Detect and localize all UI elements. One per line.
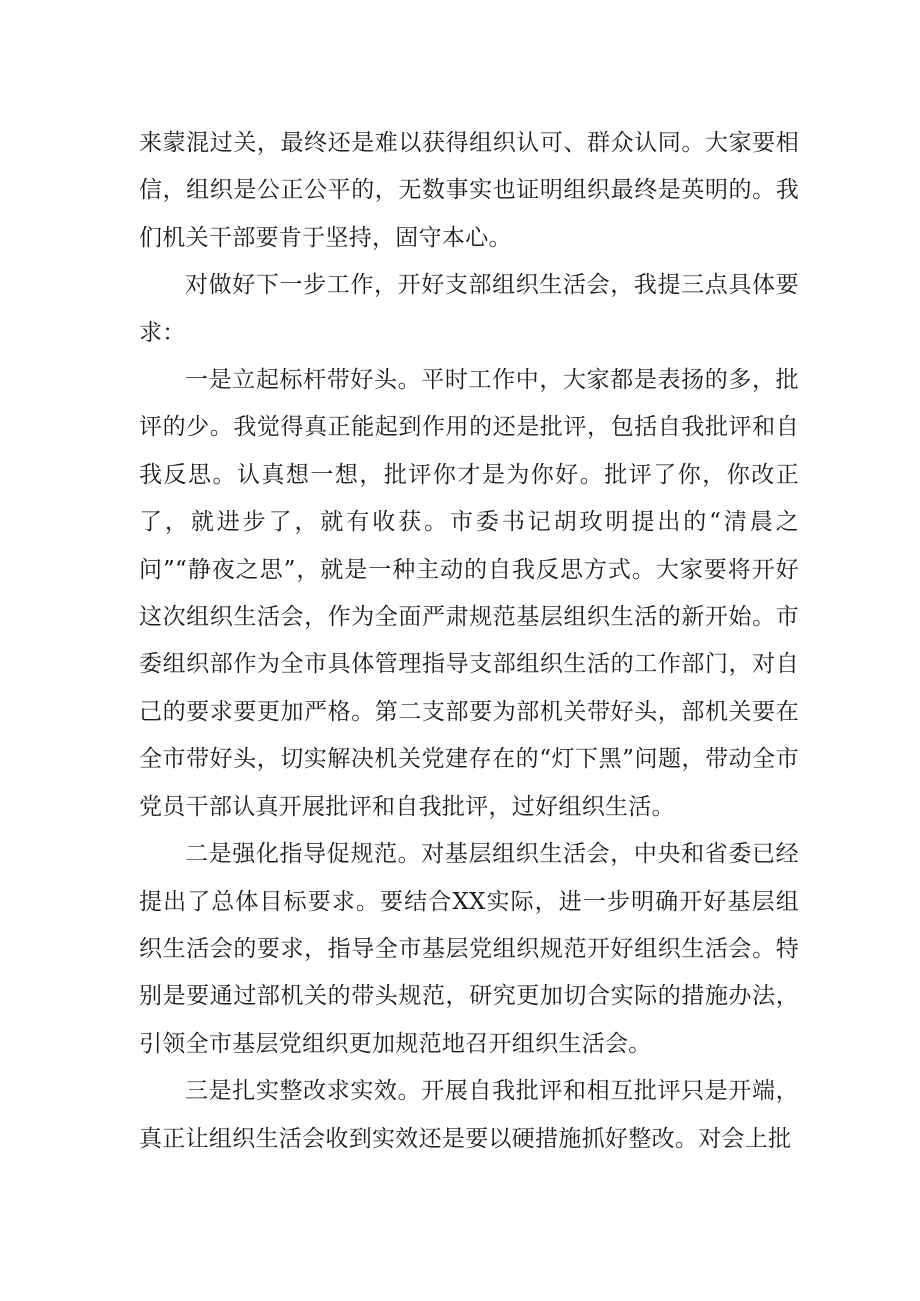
paragraph-continuation: 来蒙混过关，最终还是难以获得组织认可、群众认同。大家要相信，组织是公正公平的，无数事实也证明组织最终是英明的。我们机关干部要肯于坚持，固守本心。	[139, 130, 799, 251]
paragraph-point-three: 三是扎实整改求实效。开展自我批评和相互批评只是开端，真正让组织生活会收到实效还是要以硬措施抓好整改。对会上批	[139, 1078, 799, 1152]
paragraph-point-two: 二是强化指导促规范。对基层组织生活会，中央和省委已经提出了总体目标要求。要结合XX实际，进一步明确开好基层组织生活会的要求，指导全市基层党组织规范开好组织生活会。特别是要通过部机关的带头规范，研究更加切合实际的措施办法，引领全市基层党组织更加规范地召开组织生活会。	[139, 841, 799, 1057]
paragraph-requirements-intro: 对做好下一步工作，开好支部组织生活会，我提三点具体要求：	[139, 272, 799, 346]
paragraph-point-one: 一是立起标杆带好头。平时工作中，大家都是表扬的多，批评的少。我觉得真正能起到作用的还是批评，包括自我批评和自我反思。认真想一想，批评你才是为你好。批评了你，你改正了，就进步了，就有收获。市委书记胡玫明提出的“清晨之问”“静夜之思”，就是一种主动的自我反思方式。大家要将开好这次组织生活会，作为全面严肃规范基层组织生活的新开始。市委组织部作为全市具体管理指导支部组织生活的工作部门，对自己的要求要更加严格。第二支部要为部机关带好头，部机关要在全市带好头，切实解决机关党建存在的“灯下黑”问题，带动全市党员干部认真开展批评和自我批评，过好组织生活。	[139, 367, 799, 820]
document-body	[139, 120, 799, 1163]
